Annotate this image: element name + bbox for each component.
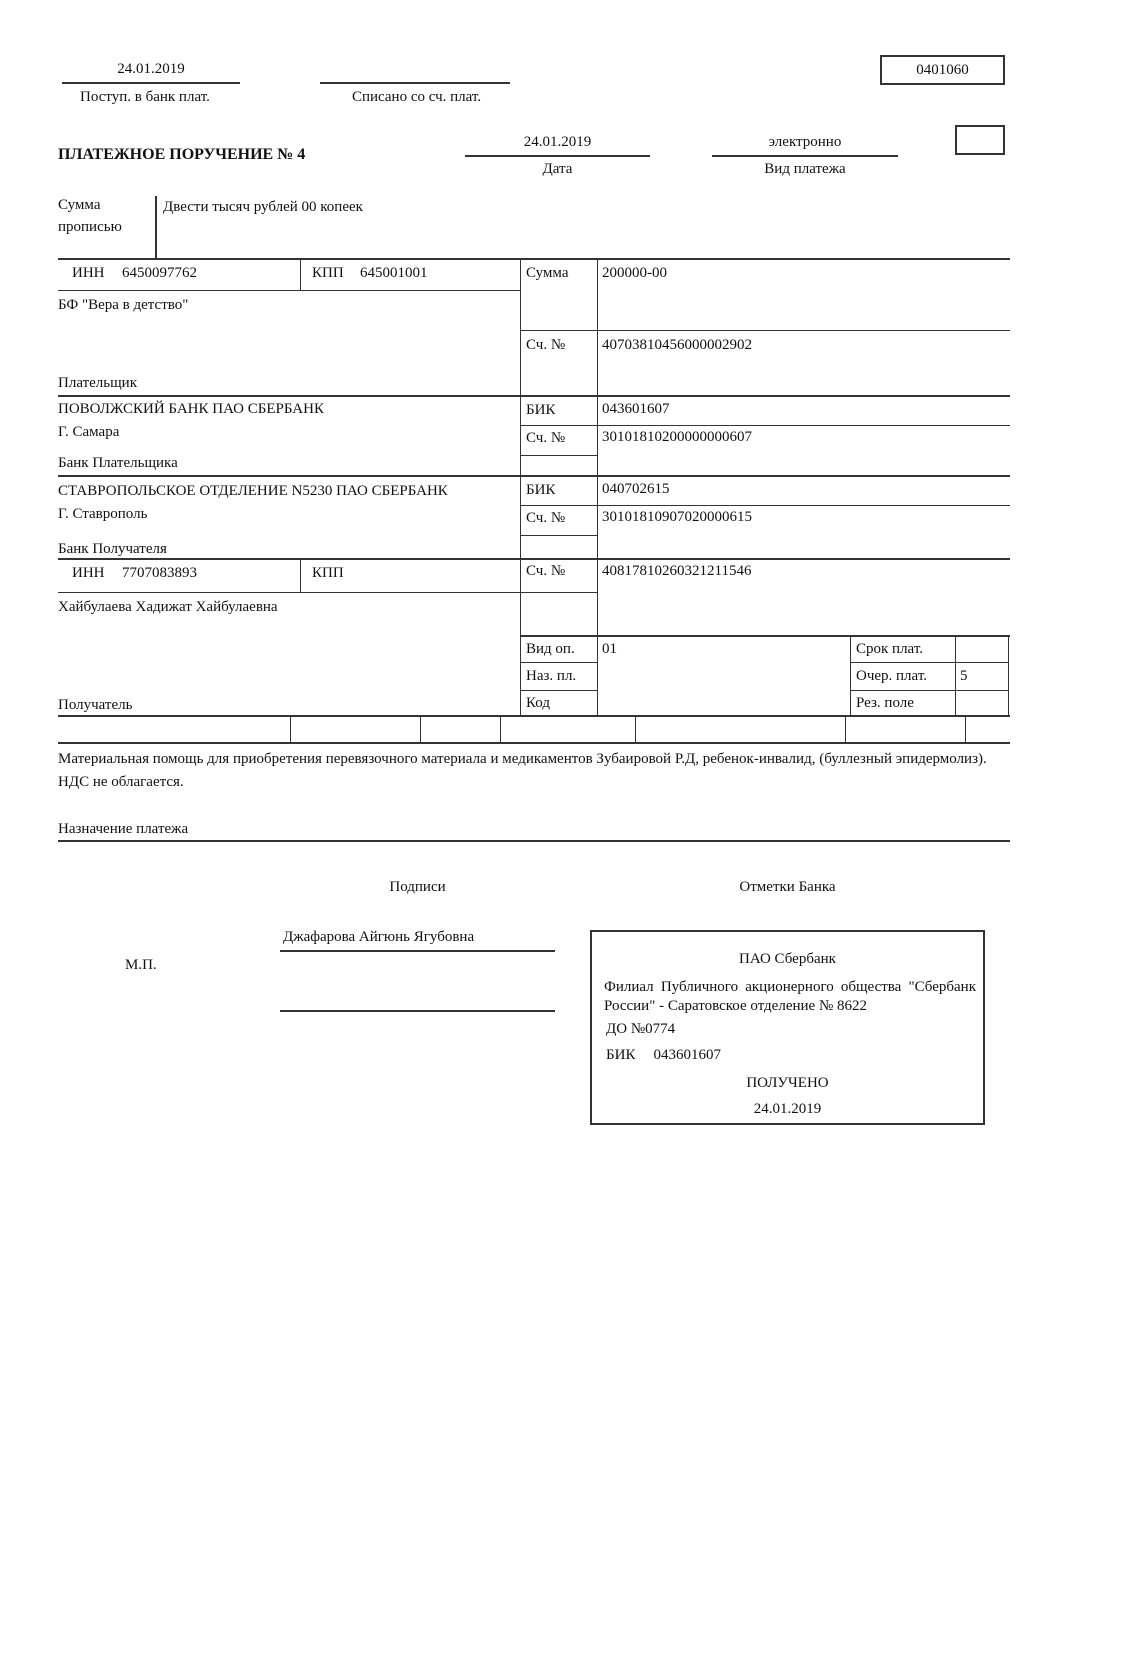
priority-label: Очер. плат. (856, 668, 927, 684)
payer-inn-label: ИНН (72, 265, 105, 281)
payee-inn-label: ИНН (72, 565, 105, 581)
grid-line (520, 662, 597, 663)
date-underline (465, 155, 650, 157)
amount-value: 200000-00 (602, 265, 667, 281)
form-code-box (880, 55, 1005, 85)
payee-bank-bik-label: БИК (526, 482, 556, 498)
grid-line (58, 258, 1010, 260)
received-date-underline (62, 82, 240, 84)
payer-bank-bik-value: 043601607 (602, 401, 670, 417)
grid-line (58, 715, 1010, 717)
payer-account-value: 40703810456000002902 (602, 337, 752, 353)
grid-line (300, 558, 301, 592)
grid-line (58, 742, 1010, 744)
grid-line (520, 258, 521, 715)
debited-date-underline (320, 82, 510, 84)
purpose-section-label: Назначение платежа (58, 821, 189, 837)
grid-line (58, 592, 597, 593)
received-date-value: 24.01.2019 (117, 61, 185, 77)
grid-line (58, 290, 520, 291)
grid-line (520, 425, 1010, 426)
stamp-bik-row (606, 1046, 721, 1065)
grid-line (597, 258, 598, 715)
signature-line-1 (280, 950, 555, 952)
payer-inn-value: 6450097762 (122, 265, 197, 281)
payer-bank-bik-label: БИК (526, 402, 556, 418)
document-title: ПЛАТЕЖНОЕ ПОРУЧЕНИЕ № 4 (58, 146, 306, 163)
stamp-place-label: М.П. (125, 957, 157, 973)
stamp-date: 24.01.2019 (753, 1101, 822, 1117)
payee-bank-account-label: Сч. № (526, 510, 566, 526)
payer-bank-name: ПОВОЛЖСКИЙ БАНК ПАО СБЕРБАНК (58, 401, 324, 417)
payee-section-label: Получатель (58, 697, 133, 713)
grid-line (58, 558, 1010, 560)
grid-line (290, 715, 291, 742)
grid-line (520, 635, 1010, 637)
bank-stamp-box (590, 930, 985, 1125)
stamp-branch: Филиал Публичного акционерного общества "Сбербанк России" - Саратовское отделение № 8622 (604, 979, 976, 1014)
signer-name: Джафарова Айгюнь Ягубовна (283, 929, 475, 945)
amount-words-label-line2: прописью (58, 219, 122, 235)
grid-line (58, 475, 1010, 477)
stamp-office: ДО №0774 (606, 1021, 676, 1037)
payer-bank-account-value: 30101810200000000607 (602, 429, 752, 445)
payee-account-value: 40817810260321211546 (602, 563, 752, 579)
payee-inn-value: 7707083893 (122, 565, 197, 581)
grid-line (850, 662, 1008, 663)
stamp-bik-label: БИК (606, 1047, 636, 1063)
amount-label: Сумма (526, 265, 569, 281)
status-code-box (955, 125, 1005, 155)
grid-line (520, 455, 597, 456)
op-type-label: Вид оп. (526, 641, 575, 657)
payer-kpp-value: 645001001 (360, 265, 428, 281)
grid-line (850, 635, 851, 715)
amount-words-label-line1: Сумма (58, 197, 101, 213)
grid-line (58, 840, 1010, 842)
amount-words-divider (155, 196, 157, 258)
grid-line (845, 715, 846, 742)
form-code: 0401060 (916, 62, 969, 78)
payee-kpp-label: КПП (312, 565, 344, 581)
stamp-bik-value: 043601607 (653, 1047, 721, 1063)
payee-bank-account-value: 30101810907020000615 (602, 509, 752, 525)
debited-date-label: Списано со сч. плат. (352, 89, 482, 105)
reserve-field-label: Рез. поле (856, 695, 914, 711)
grid-line (520, 535, 597, 536)
code-label: Код (526, 695, 550, 711)
payment-kind-label: Вид платежа (764, 161, 846, 177)
date-label: Дата (542, 161, 573, 177)
grid-line (520, 330, 1010, 331)
grid-line (420, 715, 421, 742)
payer-bank-account-label: Сч. № (526, 430, 566, 446)
stamp-status: ПОЛУЧЕНО (746, 1075, 829, 1091)
payee-name: Хайбулаева Хадижат Хайбулаевна (58, 599, 278, 615)
stamp-bank-name: ПАО Сбербанк (739, 951, 836, 967)
payment-kind-underline (712, 155, 898, 157)
signatures-title: Подписи (389, 879, 446, 895)
grid-line (850, 690, 1008, 691)
received-date-label: Поступ. в банк плат. (80, 89, 210, 105)
payment-term-label: Срок плат. (856, 641, 924, 657)
payer-bank-section-label: Банк Плательщика (58, 455, 178, 471)
payment-kind-value: электронно (768, 134, 842, 150)
purpose-code-label: Наз. пл. (526, 668, 577, 684)
priority-value: 5 (960, 668, 968, 684)
grid-line (965, 715, 966, 742)
grid-line (300, 258, 301, 290)
document-date-value: 24.01.2019 (523, 134, 592, 150)
grid-line (500, 715, 501, 742)
payer-name: БФ "Вера в детство" (58, 297, 189, 313)
payer-section-label: Плательщик (58, 375, 137, 391)
grid-line (520, 690, 597, 691)
bank-marks-title: Отметки Банка (739, 879, 836, 895)
payee-bank-name: СТАВРОПОЛЬСКОЕ ОТДЕЛЕНИЕ N5230 ПАО СБЕРБАНК (58, 483, 448, 499)
amount-words-value: Двести тысяч рублей 00 копеек (163, 199, 363, 215)
grid-line (1008, 635, 1009, 715)
purpose-line1: Материальная помощь для приобретения перевязочного материала и медикаментов Зубаировой Р.Д, ребенок-инвалид, (буллезный эпидермолиз). (58, 751, 987, 767)
purpose-line2: НДС не облагается. (58, 774, 184, 790)
payer-account-label: Сч. № (526, 337, 566, 353)
grid-line (955, 635, 956, 715)
op-type-value: 01 (602, 641, 617, 657)
payee-bank-section-label: Банк Получателя (58, 541, 167, 557)
grid-line (635, 715, 636, 742)
grid-line (58, 395, 1010, 397)
payer-kpp-label: КПП (312, 265, 344, 281)
payee-bank-city: Г. Ставрополь (58, 506, 148, 522)
signature-line-2 (280, 1010, 555, 1012)
payer-bank-city: Г. Самара (58, 424, 120, 440)
grid-line (520, 505, 1010, 506)
payee-account-label: Сч. № (526, 563, 566, 579)
payee-bank-bik-value: 040702615 (602, 481, 670, 497)
